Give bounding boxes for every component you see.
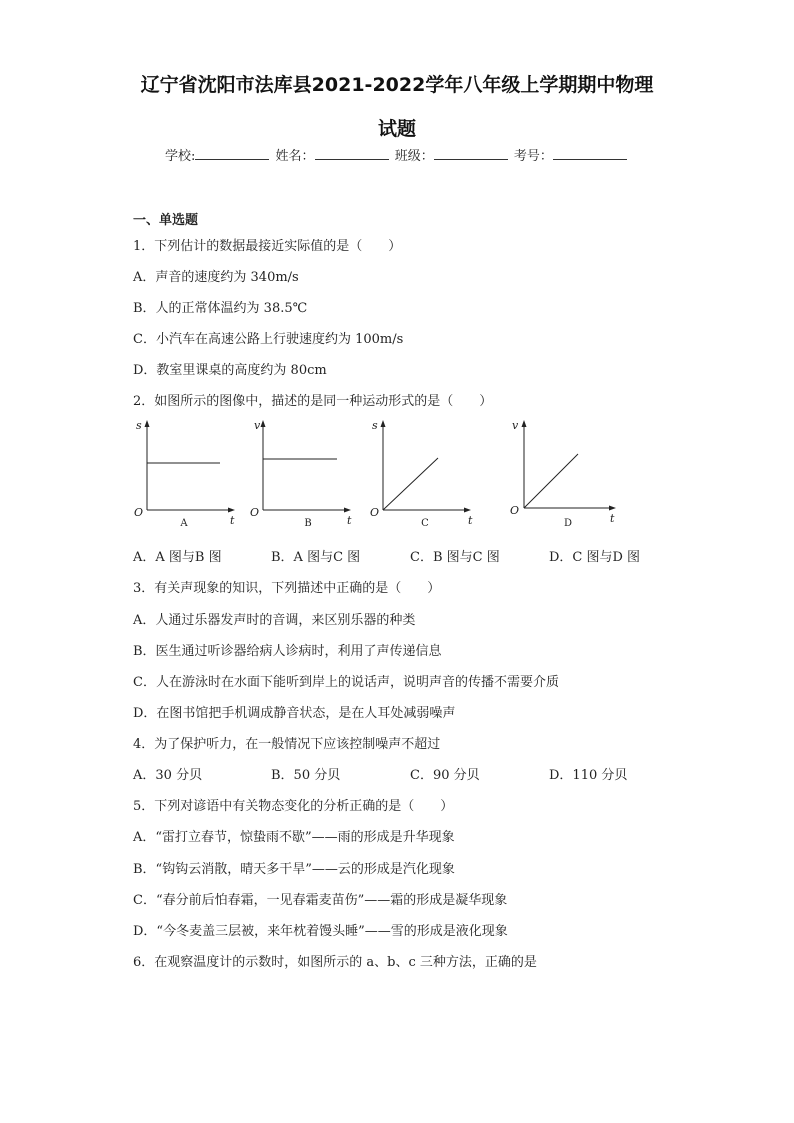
origin-label: O [134,506,144,519]
class-blank [434,146,508,160]
exam-number-blank [553,146,627,160]
name-label: 姓名： [275,149,315,164]
origin-label: O [510,504,520,517]
origin-label: O [370,506,380,519]
graph-c [366,418,476,532]
question-2-option-b: B．A 图与C 图 [271,550,361,565]
question-1-stem: 1．下列估计的数据最接近实际值的是（ ） [133,239,402,254]
x-axis-arrow [344,508,351,513]
question-4-stem: 4．为了保护听力，在一般情况下应该控制噪声不超过 [133,737,441,752]
question-3-option-c: C．人在游泳时在水面下能听到岸上的说话声，说明声音的传播不需要介质 [133,675,559,690]
question-4-option-c: C．90 分贝 [410,768,480,783]
question-5-option-a: A．“雷打立春节，惊蛰雨不歇”——雨的形成是升华现象 [133,830,455,845]
name-blank [315,146,389,160]
question-4-option-d: D．110 分贝 [549,768,628,783]
question-3-option-b: B．医生通过听诊器给病人诊病时，利用了声传递信息 [133,644,442,659]
graph-line [383,458,438,510]
section-heading: 一、单选题 [133,213,199,228]
graph-caption: D [563,518,573,529]
question-4-option-b: B．50 分贝 [271,768,341,783]
class-label: 班级： [394,149,434,164]
question-5-option-b: B．“钩钩云消散，晴天多干旱”——云的形成是汽化现象 [133,862,455,877]
x-axis-label: t [610,512,615,525]
page-title: 辽宁省沈阳市法库县2021-2022学年八年级上学期期中物理 [140,74,654,96]
x-axis-label: t [230,514,235,527]
y-axis-arrow [145,420,150,427]
y-axis-label: v [254,419,261,432]
x-axis-label: t [468,514,473,527]
question-5-option-d: D．“今冬麦盖三层被，来年枕着馒头睡”——雪的形成是液化现象 [133,924,508,939]
graph-d [507,418,622,532]
graph-caption: C [421,518,429,529]
x-axis-arrow [464,508,471,513]
question-2-option-a: A．A 图与B 图 [133,550,222,565]
exam-number-label: 考号： [513,149,553,164]
y-axis-arrow [381,420,386,427]
question-2-option-c: C．B 图与C 图 [410,550,500,565]
question-2-stem: 2．如图所示的图像中，描述的是同一种运动形式的是（ ） [133,394,493,409]
y-axis-arrow [522,420,527,427]
question-5-stem: 5．下列对谚语中有关物态变化的分析正确的是（ ） [133,799,454,814]
school-label: 学校: [165,149,196,164]
graph-caption: A [180,518,188,529]
question-1-option-d: D．教室里课桌的高度约为 80cm [133,363,327,378]
question-3-stem: 3．有关声现象的知识，下列描述中正确的是（ ） [133,581,441,596]
y-axis-arrow [261,420,266,427]
school-blank [195,146,269,160]
question-5-option-c: C．“春分前后怕春霜，一见春霜麦苗伤”——霜的形成是凝华现象 [133,893,508,908]
y-axis-label: s [136,419,142,432]
x-axis-arrow [228,508,235,513]
y-axis-label: s [372,419,378,432]
graph-a [130,418,240,532]
graph-caption: B [304,518,312,529]
x-axis-arrow [609,506,616,511]
x-axis-label: t [347,514,352,527]
graph-line [524,454,578,508]
question-4-option-a: A．30 分贝 [133,768,203,783]
y-axis-label: v [512,419,519,432]
question-3-option-a: A．人通过乐器发声时的音调，来区别乐器的种类 [133,613,416,628]
origin-label: O [250,506,260,519]
question-2-option-d: D．C 图与D 图 [549,550,641,565]
page-title-continued: 试题 [377,118,416,140]
question-1-option-c: C．小汽车在高速公路上行驶速度约为 100m/s [133,332,404,347]
question-6-stem: 6．在观察温度计的示数时，如图所示的 a、b、c 三种方法，正确的是 [133,955,537,970]
graph-b [246,418,356,532]
question-1-option-b: B．人的正常体温约为 38.5℃ [133,301,308,316]
question-1-option-a: A．声音的速度约为 340m/s [133,270,299,285]
student-info-row [165,145,629,164]
question-3-option-d: D．在图书馆把手机调成静音状态，是在人耳处减弱噪声 [133,706,456,721]
